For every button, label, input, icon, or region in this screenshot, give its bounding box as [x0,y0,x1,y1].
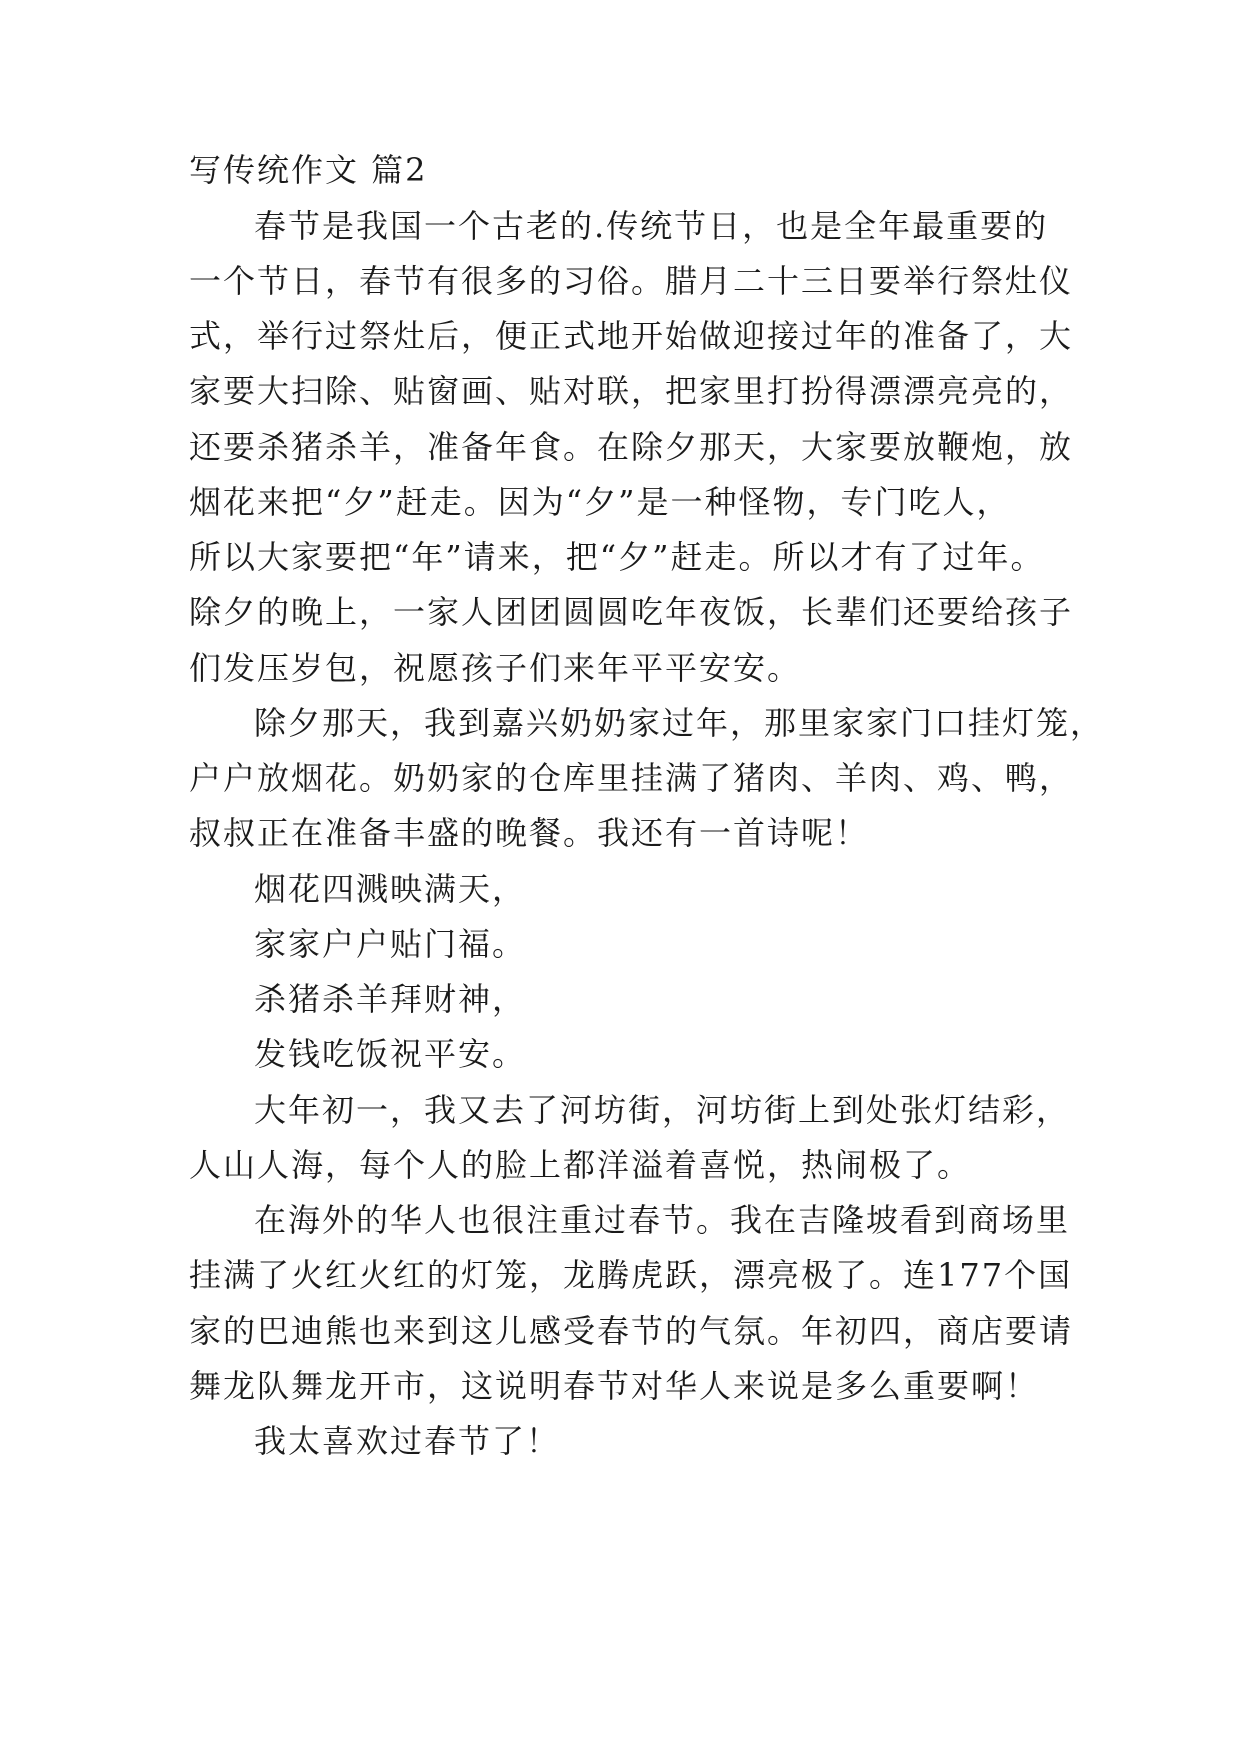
document-title: 写传统作文 篇2 [189,151,428,189]
paragraph-line: 除夕的晚上，一家人团团圆圆吃年夜饭，长辈们还要给孩子 [189,593,1074,631]
paragraph-line: 们发压岁包，祝愿孩子们来年平平安安。 [189,649,802,687]
paragraph-line: 在海外的华人也很注重过春节。我在吉隆坡看到商场里 [254,1201,1071,1239]
paragraph-line: 烟花来把“夕”赶走。因为“夕”是一种怪物，专门吃人， [189,483,1011,521]
poem-line: 发钱吃饭祝平安。 [254,1035,527,1073]
poem-line: 杀猪杀羊拜财神， [254,980,527,1018]
poem-line: 家家户户贴门福。 [254,925,527,963]
paragraph-line: 我太喜欢过春节了！ [254,1422,561,1460]
paragraph-line: 还要杀猪杀羊，准备年食。在除夕那天，大家要放鞭炮，放 [189,428,1074,466]
paragraph-line: 人山人海，每个人的脸上都洋溢着喜悦，热闹极了。 [189,1146,972,1184]
paragraph-line: 家的巴迪熊也来到这儿感受春节的气氛。年初四，商店要请 [189,1312,1074,1350]
paragraph-line: 叔叔正在准备丰盛的晚餐。我还有一首诗呢！ [189,814,870,852]
paragraph-line: 所以大家要把“年”请来，把“夕”赶走。所以才有了过年。 [189,538,1045,576]
paragraph-line: 一个节日，春节有很多的习俗。腊月二十三日要举行祭灶仪 [189,262,1074,300]
paragraph-line: 家要大扫除、贴窗画、贴对联，把家里打扮得漂漂亮亮的， [189,372,1074,410]
paragraph-line: 挂满了火红火红的灯笼，龙腾虎跃，漂亮极了。连177个国 [189,1256,1073,1294]
paragraph-line: 除夕那天，我到嘉兴奶奶家过年，那里家家门口挂灯笼， [254,704,1105,742]
paragraph-line: 春节是我国一个古老的.传统节日，也是全年最重要的 [254,207,1049,245]
poem-line: 烟花四溅映满天， [254,870,527,908]
paragraph-line: 大年初一，我又去了河坊街，河坊街上到处张灯结彩， [254,1091,1071,1129]
paragraph-line: 式，举行过祭灶后，便正式地开始做迎接过年的准备了，大 [189,317,1074,355]
paragraph-line: 舞龙队舞龙开市，这说明春节对华人来说是多么重要啊！ [189,1367,1040,1405]
paragraph-line: 户户放烟花。奶奶家的仓库里挂满了猪肉、羊肉、鸡、鸭， [189,759,1074,797]
